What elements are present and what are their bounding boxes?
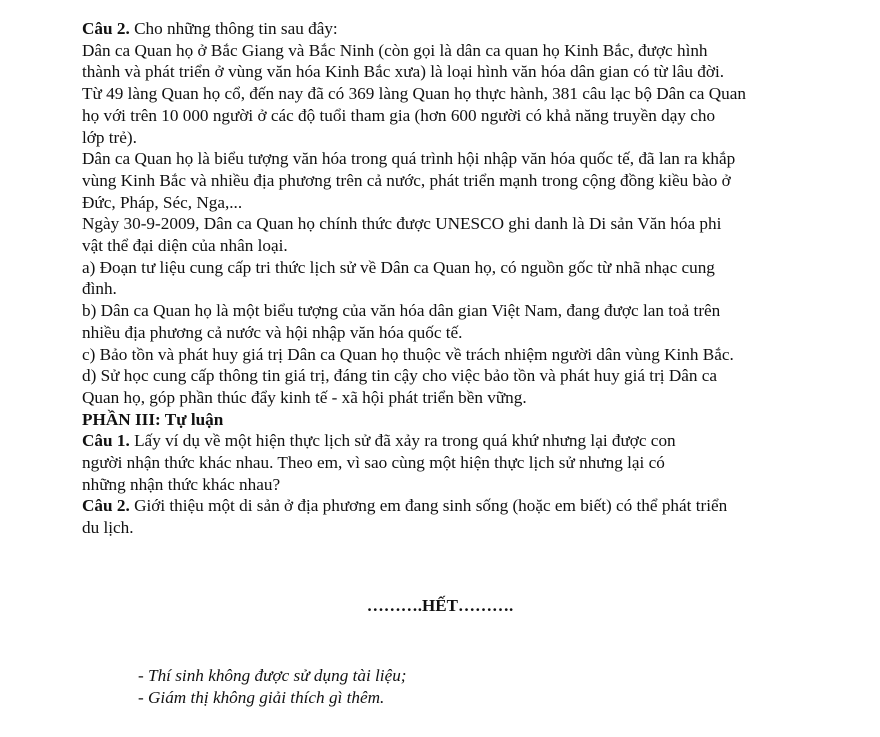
option-d-line: d) Sử học cung cấp thông tin giá trị, đáng tin cậy cho việc bảo tồn và phát huy giá trị Dân ca <box>82 366 718 386</box>
essay-question-2-line: du lịch. <box>82 518 134 538</box>
option-a-line: a) Đoạn tư liệu cung cấp tri thức lịch sử về Dân ca Quan họ, có nguồn gốc từ nhã nhạc cung <box>82 257 715 277</box>
paragraph-3-line: Ngày 30-9-2009, Dân ca Quan họ chính thức được UNESCO ghi danh là Di sản Văn hóa phi <box>82 214 722 234</box>
option-d-line: Quan họ, góp phần thúc đẩy kinh tế - xã hội phát triển bền vững. <box>82 387 527 407</box>
question-2-label: Câu 2. <box>82 19 130 38</box>
end-of-exam-mark: ……….HẾT………. <box>366 596 514 615</box>
option-b-line: nhiều địa phương cả nước và hội nhập văn hóa quốc tế. <box>82 322 463 342</box>
paragraph-2-line: vùng Kinh Bắc và nhiều địa phương trên cả nước, phát triển mạnh trong cộng đồng kiều bào ở <box>82 170 731 190</box>
paragraph-2-line: Dân ca Quan họ là biểu tượng văn hóa trong quá trình hội nhập văn hóa quốc tế, đã lan ra khắp <box>82 149 736 169</box>
paragraph-1-line: họ với trên 10 000 người ở các độ tuổi tham gia (hơn 600 người có khả năng truyền dạy cho <box>82 105 716 125</box>
essay-question-1-line: những nhận thức khác nhau? <box>82 474 281 494</box>
option-a-line: đình. <box>82 279 117 299</box>
paragraph-2-line: Đức, Pháp, Séc, Nga,... <box>82 192 243 212</box>
note-line: - Giám thị không giải thích gì thêm. <box>138 688 385 707</box>
paragraph-1-line: Từ 49 làng Quan họ cổ, đến nay đã có 369 làng Quan họ thực hành, 381 câu lạc bộ Dân ca Quan <box>82 84 746 104</box>
essay-question-2-line <box>82 495 852 517</box>
paragraph-1-line: Dân ca Quan họ ở Bắc Giang và Bắc Ninh (còn gọi là dân ca quan họ Kinh Bắc, được hình <box>82 40 708 60</box>
essay-question-1-label: Câu 1. <box>82 431 130 451</box>
option-b-line: b) Dân ca Quan họ là một biểu tượng của văn hóa dân gian Việt Nam, đang được lan toả trên <box>82 301 721 321</box>
essay-question-1-line <box>82 430 852 452</box>
part-3-heading <box>82 409 852 431</box>
essay-question-1-line: người nhận thức khác nhau. Theo em, vì sao cùng một hiện thực lịch sử nhưng lại có <box>82 453 665 473</box>
note-line: - Thí sinh không được sử dụng tài liệu; <box>138 666 407 685</box>
essay-question-2-label: Câu 2. <box>82 496 130 516</box>
question-2-intro <box>82 18 852 40</box>
option-c-line: c) Bảo tồn và phát huy giá trị Dân ca Quan họ thuộc về trách nhiệm người dân vùng Kinh Bắc. <box>82 344 734 364</box>
question-2-intro-text: Cho những thông tin sau đây: <box>129 19 338 38</box>
essay-question-1-text: Lấy ví dụ về một hiện thực lịch sử đã xảy ra trong quá khứ nhưng lại được con <box>129 431 676 451</box>
paragraph-3-line: vật thể đại diện của nhân loại. <box>82 236 288 256</box>
paragraph-1-line: lớp trẻ). <box>82 127 137 147</box>
essay-question-2-text: Giới thiệu một di sản ở địa phương em đang sinh sống (hoặc em biết) có thể phát triển <box>129 496 728 516</box>
exam-content <box>82 18 852 539</box>
paragraph-1-line: thành và phát triển ở vùng văn hóa Kinh Bắc xưa) là loại hình văn hóa dân gian có từ lâu đời. <box>82 62 725 82</box>
exam-notes <box>138 665 407 709</box>
part-3-heading-text: PHẦN III: Tự luận <box>82 409 224 429</box>
